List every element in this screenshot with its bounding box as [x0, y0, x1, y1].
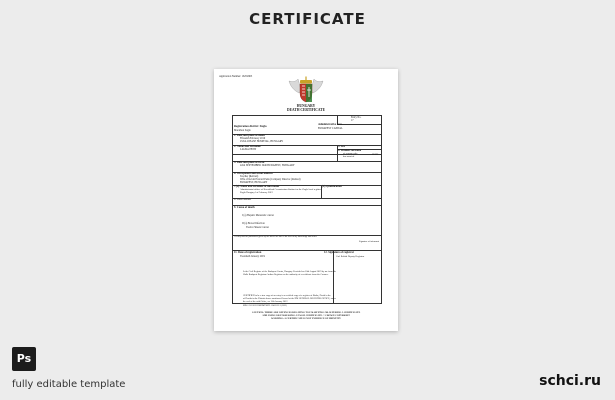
field-6-value-2: Wife of Kevin Everard Penn (Company Director (Retired) [240, 178, 301, 181]
field-6-value-3: BUDAPEST, HUNGARY [240, 181, 268, 184]
field-12-label: 12. Signature of registrar [324, 251, 355, 254]
field-1-value-2: ZUGLO BASE HOSPITAL, HUNGARY [240, 140, 284, 143]
field-2-value: LAURA PENN [240, 148, 257, 151]
country-heading: HUNGARY [296, 104, 316, 108]
field-9-value-2: II (a) Bowel Infection [242, 222, 265, 225]
entry-no-label: Entry No. [351, 116, 362, 119]
field-12-value: Carl Robbit Deputy Registrar [336, 255, 365, 258]
field-5-label: 5. Date and place of birth [234, 161, 265, 164]
note-line-6: MXG 23/1/2022 HM/SMTSRTL 12452122/1 (2022) [243, 305, 287, 307]
administrative-area-label: Administrative area [318, 123, 342, 126]
field-6-value-1: Teacher (Retired) [240, 175, 259, 178]
certificate-document [214, 69, 398, 331]
field-6-label: 6. Occupation and usual address [234, 172, 273, 175]
field-11-value: Twentieth January 2019 [240, 255, 265, 258]
field-9-value-1: I (a) Hepatic Metastatic cancer [242, 214, 274, 217]
field-4-value-3: PENN [372, 153, 379, 156]
field-10-text: I certify that the particulars given by me above are true to the best of my knowledge and belief [234, 236, 317, 238]
field-7-value-1: Administrator/officer of Kovalchuk Crematorium Station for the Zuglo local register [240, 188, 322, 191]
application-number: Application Number: 16252965 [219, 75, 253, 78]
field-7-label: 7.(a) Name and surname of informant [234, 185, 280, 188]
site-watermark: schci.ru [539, 373, 601, 389]
field-4-label: 4. Maiden surname [338, 149, 362, 152]
field-7-value-2: Zuglo Hungary 1st February 2019 [240, 191, 273, 194]
field-8-label: 8. Usual address [234, 198, 252, 201]
field-1-value-1: Fifteenth February 2019 [240, 137, 266, 140]
template-caption: fully editable template [12, 379, 126, 390]
field-10-signature-label: Signature of informant [359, 241, 379, 243]
certificate-heading: DEATH CERTIFICATE [287, 108, 325, 112]
registration-district-label: Registration district: Zuglo [234, 125, 267, 128]
field-1-label: 1. Date and place of death [234, 134, 265, 137]
field-7b-label: (b) Qualification [322, 185, 342, 188]
hungary-coat-of-arms-icon [285, 75, 327, 105]
field-9-label: 9. Cause of death [234, 206, 255, 209]
field-3-label: 3. Sex [338, 145, 345, 148]
note-line-1: Is the Civil Register of the Budapest Courts, Hungary. Provided on 16th August 2019 by me from the [243, 271, 337, 273]
note-line-3: CERTIFIED to be a true copy of an entry in a certified copy of a register of Births, Death in the [243, 295, 331, 297]
page-title: CERTIFICATE [249, 10, 366, 28]
note-line-5: the seal of the said Office, on 12th January 2022 [243, 301, 288, 303]
registration-district-value: Marathon Zuglo [234, 129, 251, 132]
field-4-value-1: of woman who [343, 152, 358, 155]
field-11-label: 11. Date of registration [234, 251, 262, 254]
field-5-value: 22nd SEPTEMBER 1946 BUDAPEST, HUNGARY [240, 164, 295, 167]
entry-no-value: 17 [351, 119, 354, 122]
field-9-value-3: Twelve Sheets Cancer [246, 226, 270, 229]
caution-line-1: CAUTION: THERE ARE OFFENCES RELATING TO FALSIFYING OR ALTERING A CERTIFICATE [251, 311, 361, 314]
photoshop-icon: Ps [12, 347, 36, 371]
field-2-label: 2. Name and Surname [234, 145, 261, 148]
field-4-value-2: has married [343, 155, 355, 158]
note-line-2: Walls Budapest Registrar-Author Registrar on the authority of a certificate from the Coroner. [243, 274, 329, 276]
administrative-area-value: BUDAPEST CAPITAL [318, 127, 343, 130]
note-line-4: of Deaths in the District above mentioned. Issued at the HM GENERAL REGISTER OFFICE, under [243, 298, 336, 300]
caution-line-3: WARNING: A CERTIFICATE IS NOT EVIDENCE OF IDENTITY [271, 317, 341, 320]
caution-line-2: AND USING OR POSSESSING A FALSE CERTIFICATE. ©CROWN COPYRIGHT [262, 314, 350, 317]
